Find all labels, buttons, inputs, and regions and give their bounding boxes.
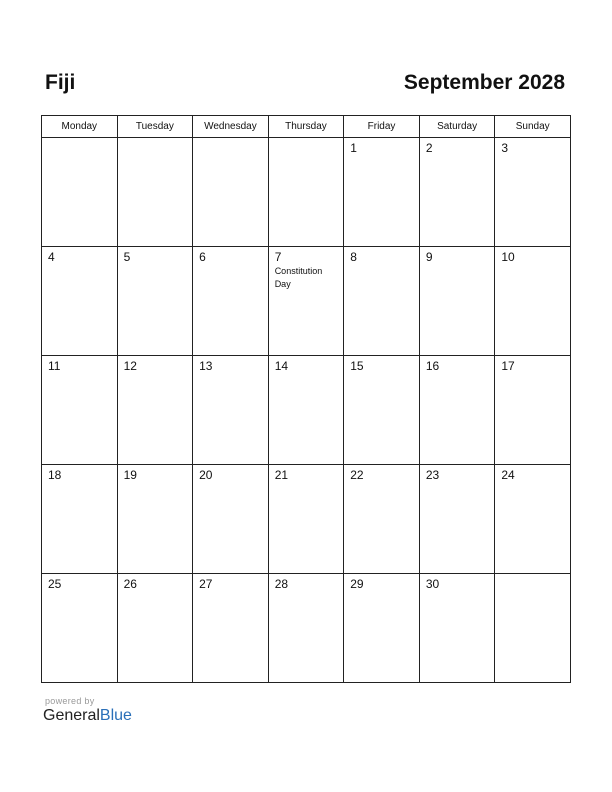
day-cell xyxy=(495,574,571,683)
day-cell xyxy=(419,356,495,465)
day-cell xyxy=(117,574,193,683)
day-number: 9 xyxy=(425,250,433,264)
day-number: 15 xyxy=(350,359,364,373)
week-row xyxy=(42,574,571,683)
day-cell xyxy=(193,574,269,683)
day-number: 5 xyxy=(123,250,131,264)
day-cell xyxy=(42,574,118,683)
day-number: 7 xyxy=(274,250,282,264)
day-number: 6 xyxy=(199,250,206,264)
day-cell xyxy=(117,247,193,356)
day-number: 13 xyxy=(199,359,213,373)
day-cell xyxy=(268,356,344,465)
day-cell xyxy=(193,465,269,574)
day-number: 8 xyxy=(350,250,357,264)
day-number: 24 xyxy=(501,468,515,482)
day-cell xyxy=(344,465,420,574)
day-cell xyxy=(117,356,193,465)
day-cell xyxy=(495,356,571,465)
day-cell xyxy=(344,574,420,683)
day-cell xyxy=(193,247,269,356)
week-row xyxy=(42,465,571,574)
week-row xyxy=(42,247,571,356)
weekday-header: Friday xyxy=(344,116,420,138)
day-number: 12 xyxy=(123,359,137,373)
day-number: 25 xyxy=(48,577,62,591)
day-cell xyxy=(268,574,344,683)
holiday-label: Constitution Day xyxy=(274,266,323,289)
day-cell xyxy=(495,247,571,356)
day-number: 18 xyxy=(48,468,62,482)
day-cell xyxy=(419,138,495,247)
day-number: 30 xyxy=(425,577,440,591)
day-cell xyxy=(344,138,420,247)
weekday-header: Tuesday xyxy=(117,116,193,138)
country-name: Fiji xyxy=(45,71,76,94)
day-number: 27 xyxy=(199,577,213,591)
day-number: 19 xyxy=(123,468,137,482)
day-cell xyxy=(117,138,193,247)
day-cell xyxy=(42,138,118,247)
day-cell xyxy=(419,247,495,356)
week-row xyxy=(42,138,571,247)
day-cell xyxy=(268,465,344,574)
day-number: 11 xyxy=(48,359,61,373)
weekday-header: Monday xyxy=(42,116,118,138)
day-number: 21 xyxy=(274,468,289,482)
day-cell xyxy=(419,574,495,683)
day-number: 20 xyxy=(199,468,213,482)
brand-name-part1: General xyxy=(43,707,100,724)
day-number: 22 xyxy=(350,468,364,482)
powered-by-label: powered by xyxy=(45,696,95,706)
day-number: 10 xyxy=(501,250,515,264)
day-number: 3 xyxy=(501,141,509,155)
day-number: 4 xyxy=(48,250,55,264)
day-number: 16 xyxy=(425,359,440,373)
footer xyxy=(43,696,132,725)
day-number: 26 xyxy=(123,577,137,591)
weekday-header: Wednesday xyxy=(193,116,269,138)
week-row xyxy=(42,356,571,465)
day-number: 14 xyxy=(274,359,289,373)
day-cell xyxy=(495,138,571,247)
day-number: 17 xyxy=(501,359,515,373)
day-cell xyxy=(344,247,420,356)
day-cell xyxy=(42,356,118,465)
brand-logo[interactable] xyxy=(43,707,132,725)
brand-name-part2: Blue xyxy=(99,707,132,724)
day-number: 28 xyxy=(274,577,289,591)
day-cell xyxy=(193,138,269,247)
day-number: 1 xyxy=(350,141,357,155)
day-number: 2 xyxy=(425,141,433,155)
day-cell xyxy=(419,465,495,574)
month-title: September 2028 xyxy=(403,71,565,94)
day-cell xyxy=(268,247,344,356)
day-cell xyxy=(268,138,344,247)
day-cell xyxy=(42,465,118,574)
day-cell xyxy=(344,356,420,465)
weekday-header: Thursday xyxy=(268,116,344,138)
calendar-grid xyxy=(41,115,571,683)
day-cell xyxy=(495,465,571,574)
day-cell xyxy=(193,356,269,465)
weekday-header-row xyxy=(42,116,571,138)
day-number: 29 xyxy=(350,577,364,591)
day-cell xyxy=(42,247,118,356)
day-number: 23 xyxy=(425,468,440,482)
weekday-header: Sunday xyxy=(495,116,571,138)
day-cell xyxy=(117,465,193,574)
weekday-header: Saturday xyxy=(419,116,495,138)
